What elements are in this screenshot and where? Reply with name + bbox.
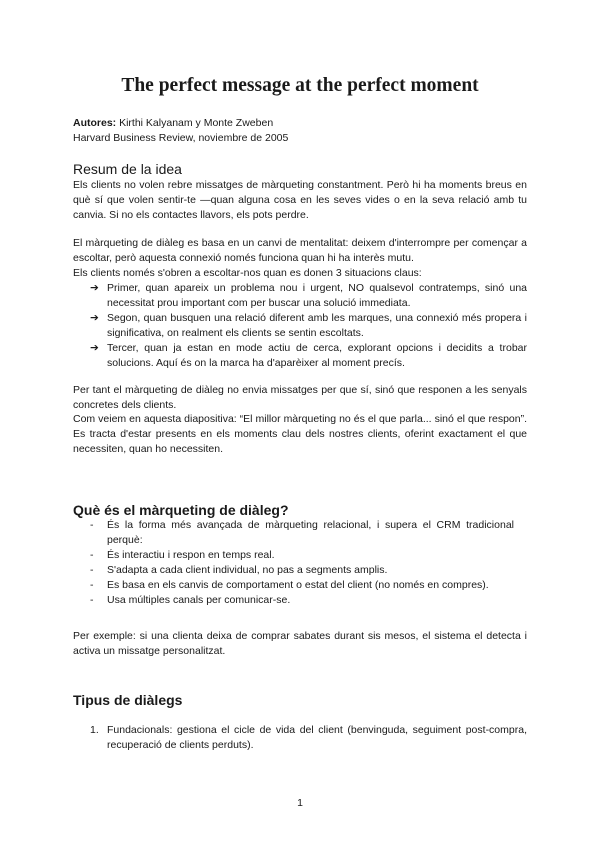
authors-label: Autores: bbox=[73, 117, 117, 129]
list-item bbox=[90, 311, 527, 341]
section-heading-resum: Resum de la idea bbox=[73, 161, 182, 177]
dash-marker: - bbox=[90, 594, 94, 606]
situations-list bbox=[90, 281, 527, 371]
definition-list bbox=[90, 518, 514, 608]
section-heading-que-es: Què és el màrqueting de diàleg? bbox=[73, 502, 289, 518]
document-title: The perfect message at the perfect moment bbox=[121, 75, 479, 96]
arrow-icon: ➔ bbox=[90, 342, 99, 354]
arrow-icon: ➔ bbox=[90, 282, 99, 294]
list-item-text: Segon, quan busquen una relació diferent amb les marques, una connexió més propera i significativa, on realment els clients se sentin escoltats. bbox=[107, 312, 527, 339]
list-item bbox=[90, 578, 514, 593]
list-item bbox=[90, 723, 527, 753]
page-number: 1 bbox=[297, 797, 303, 809]
list-item-text: Es basa en els canvis de comportament o estat del client (no només en compres). bbox=[107, 579, 489, 591]
dialog-types-list bbox=[90, 723, 527, 753]
section-heading-tipus: Tipus de diàlegs bbox=[73, 692, 183, 708]
paragraph-intro: Els clients no volen rebre missatges de màrqueting constantment. Però hi ha moments breus en què sí que volen sentir-te —quan alguna cosa en les seves vides o en la seva relació amb tu canvia. Si no els contactes llavors, els pots perdre. bbox=[73, 179, 527, 221]
dash-marker: - bbox=[90, 564, 94, 576]
arrow-icon: ➔ bbox=[90, 312, 99, 324]
list-item-text: Tercer, quan ja estan en mode actiu de cerca, explorant opcions i decidits a trobar solucions. Aquí és on la marca ha d'aparèixer al moment precís. bbox=[107, 342, 527, 369]
list-item-text: És la forma més avançada de màrqueting relacional, i supera el CRM tradicional perquè: bbox=[107, 519, 514, 546]
authors-line bbox=[73, 116, 533, 131]
list-item-text: Primer, quan apareix un problema nou i urgent, NO qualsevol contratemps, sinó una necessitat prou important com per buscar una solució immediata. bbox=[107, 282, 527, 309]
list-item bbox=[90, 593, 514, 608]
dash-marker: - bbox=[90, 549, 94, 561]
list-item-text: Usa múltiples canals per comunicar-se. bbox=[107, 594, 291, 606]
list-item bbox=[90, 563, 514, 578]
list-number: 1. bbox=[90, 724, 99, 736]
list-item-text: S'adapta a cada client individual, no pas a segments amplis. bbox=[107, 564, 388, 576]
paragraph-situacions: Els clients només s'obren a escoltar-nos quan es donen 3 situacions claus: bbox=[73, 267, 422, 279]
paragraph-diapositiva: Com veiem en aquesta diapositiva: “El millor màrqueting no és el que parla... sinó el que respon”. Es tracta d'estar presents en els moments clau dels nostres clients, oferint exactament el que necessiten, quan ho necessiten. bbox=[73, 413, 527, 455]
list-item bbox=[90, 548, 514, 563]
paragraph-per-tant: Per tant el màrqueting de diàleg no envia missatges per que sí, sinó que responen a les senyals concretes dels clients. bbox=[73, 384, 527, 411]
document-meta bbox=[73, 116, 533, 145]
list-item bbox=[90, 518, 514, 548]
list-item-text: Fundacionals: gestiona el cicle de vida del client (benvinguda, seguiment post-compra, recuperació de clients perduts). bbox=[107, 724, 527, 751]
list-item bbox=[90, 281, 527, 311]
authors: Kirthi Kalyanam y Monte Zweben bbox=[119, 117, 274, 129]
list-item-text: És interactiu i respon en temps real. bbox=[107, 549, 275, 561]
paragraph-example: Per exemple: si una clienta deixa de comprar sabates durant sis mesos, el sistema el detecta i activa un missatge personalitzat. bbox=[73, 630, 527, 657]
paragraph-dialeg: El màrqueting de diàleg es basa en un canvi de mentalitat: deixem d'interrompre per començar a escoltar, però aquesta connexió només funciona quan hi ha interès mutu. bbox=[73, 237, 527, 264]
dash-marker: - bbox=[90, 579, 94, 591]
dash-marker: - bbox=[90, 519, 94, 531]
source-line: Harvard Business Review, noviembre de 2005 bbox=[73, 131, 289, 144]
list-item bbox=[90, 341, 527, 371]
